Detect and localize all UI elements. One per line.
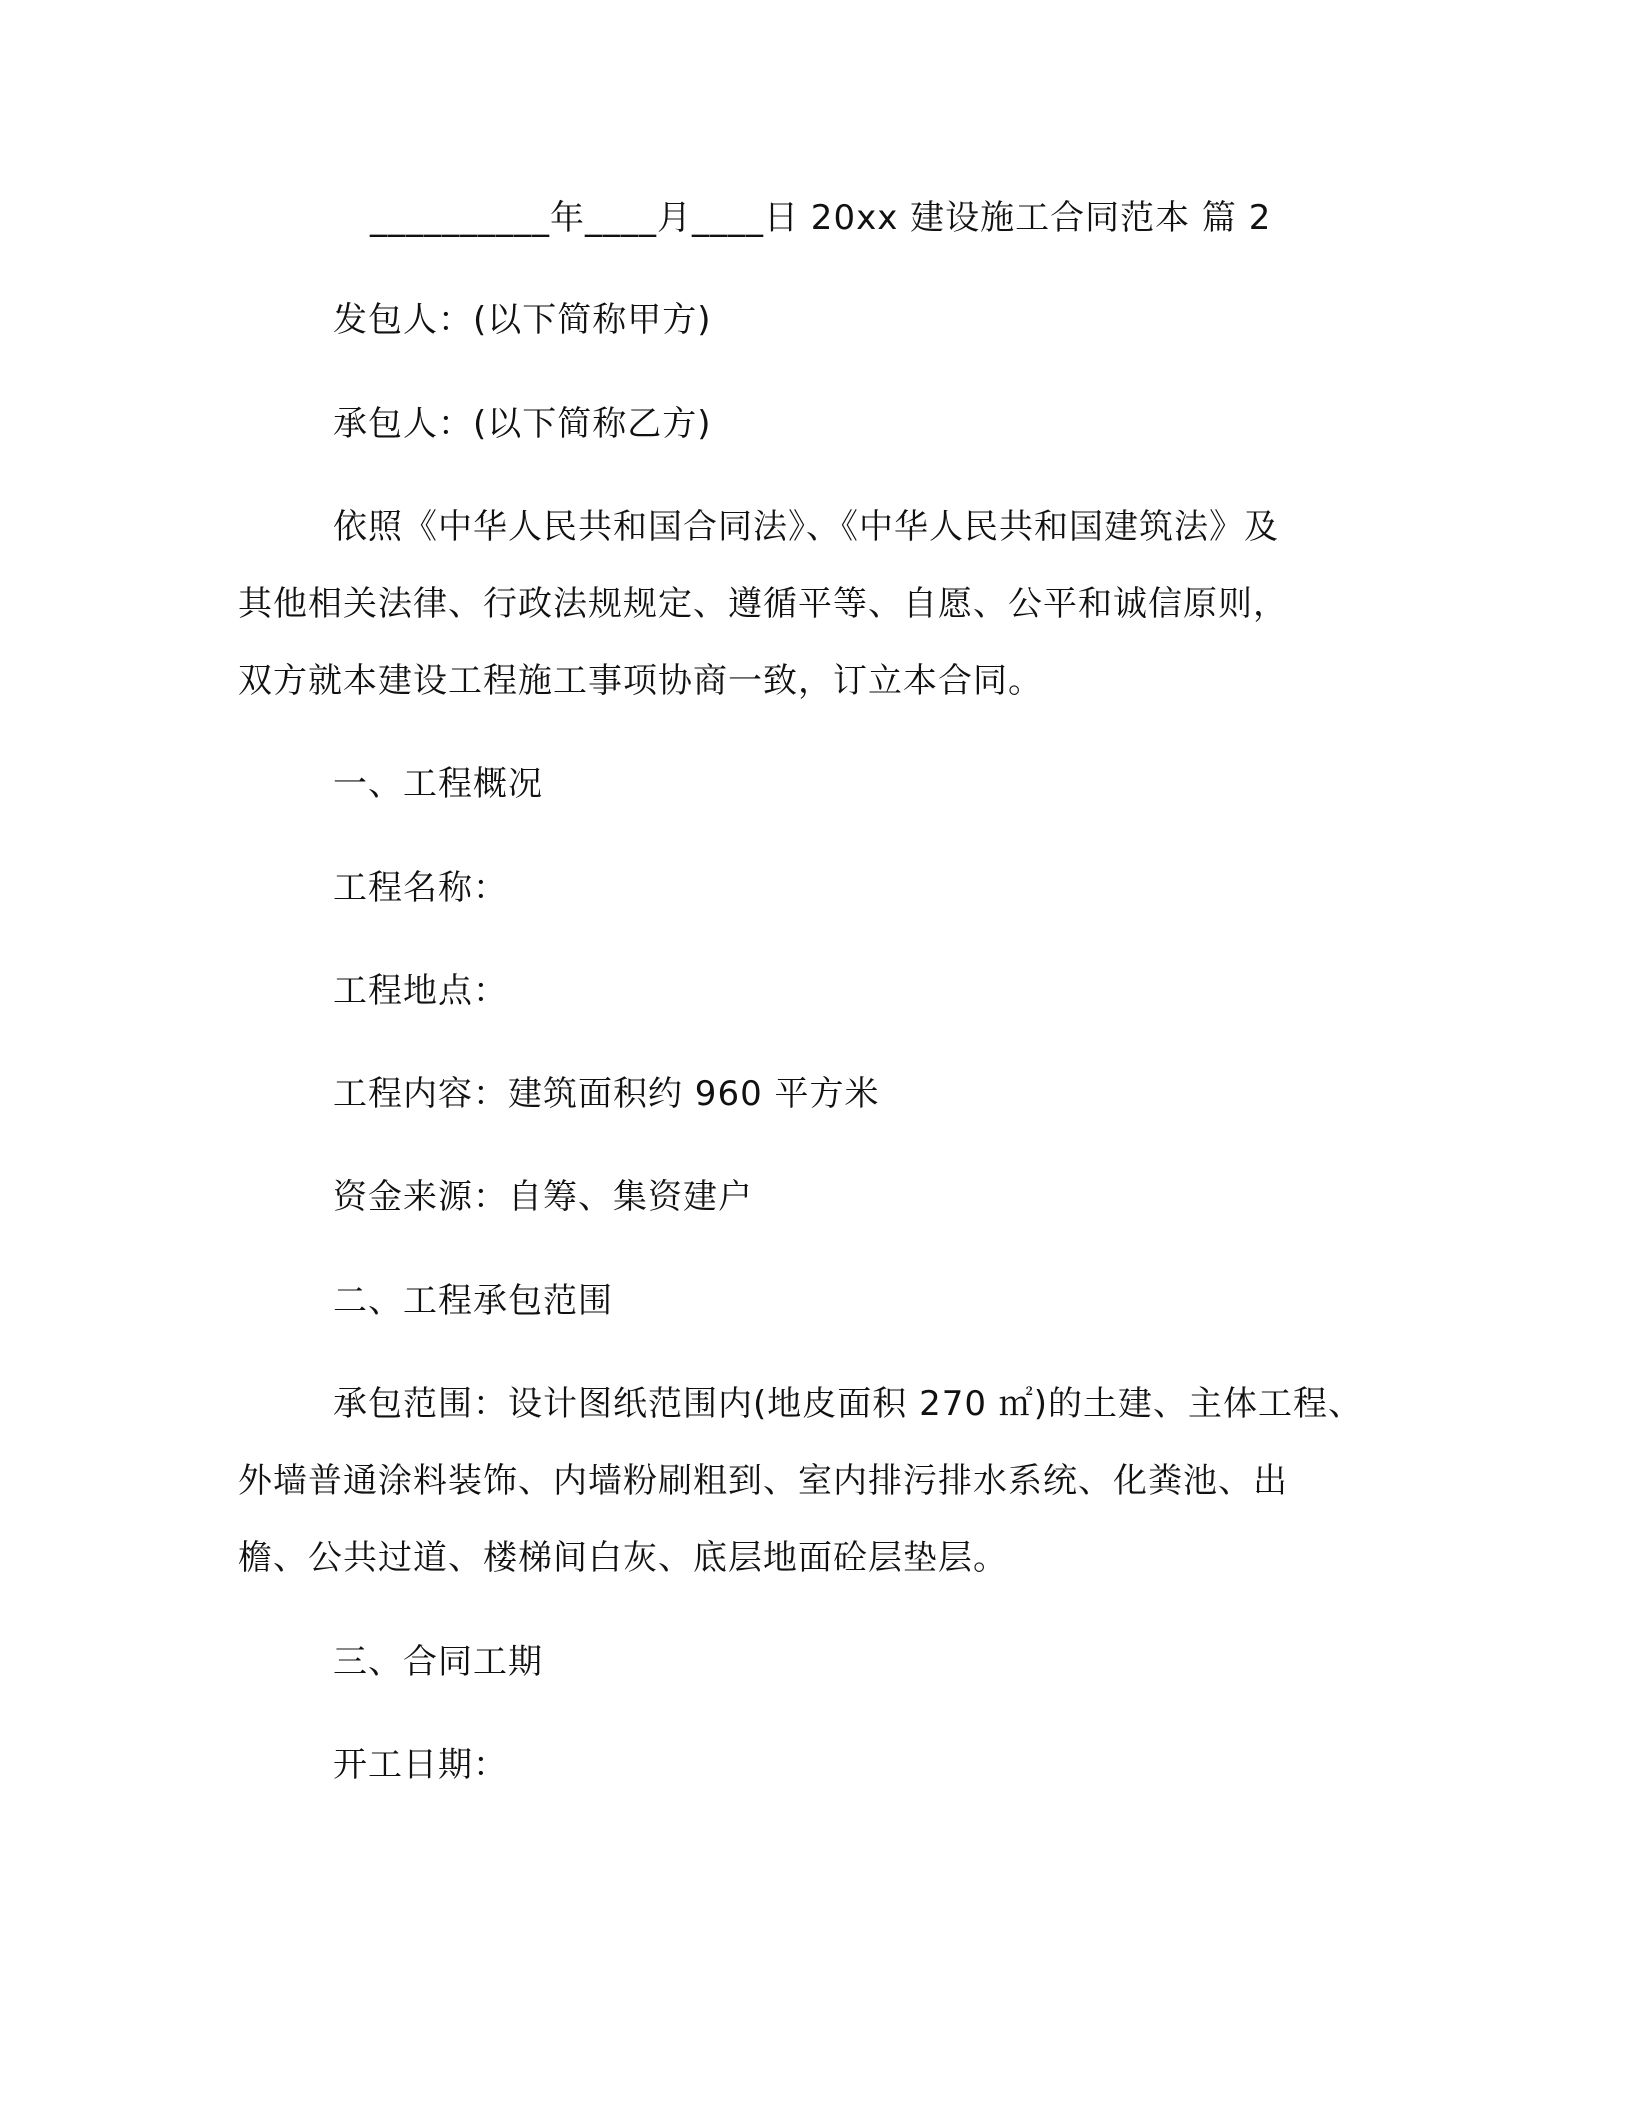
start-date-line: 开工日期： [333,1745,508,1785]
project-content-line: 工程内容：建筑面积约 960 平方米 [333,1074,880,1114]
project-name-line: 工程名称： [333,868,508,908]
section-heading-3: 三、合同工期 [333,1642,543,1682]
party-b-line: 承包人：(以下简称乙方) [333,404,712,444]
party-a-line: 发包人：(以下简称甲方) [333,300,712,340]
project-location-line: 工程地点： [333,971,508,1011]
scope-line-2: 外墙普通涂料装饰、内墙粉刷粗到、室内排污排水系统、化粪池、出 [238,1461,1288,1501]
document-title: __________年____月____日 20xx 建设施工合同范本 篇 2 [370,198,1272,238]
preamble-line-1: 依照《中华人民共和国合同法》、《中华人民共和国建筑法》及 [333,507,1279,547]
funding-source-line: 资金来源：自筹、集资建户 [333,1177,753,1217]
section-heading-1: 一、工程概况 [333,764,543,804]
section-heading-2: 二、工程承包范围 [333,1281,613,1321]
preamble-line-2: 其他相关法律、行政法规规定、遵循平等、自愿、公平和诚信原则， [238,584,1288,624]
scope-line-1: 承包范围：设计图纸范围内(地皮面积 270 ㎡)的土建、主体工程、 [333,1384,1364,1424]
preamble-line-3: 双方就本建设工程施工事项协商一致，订立本合同。 [238,661,1043,701]
scope-line-3: 檐、公共过道、楼梯间白灰、底层地面砼层垫层。 [238,1538,1008,1578]
